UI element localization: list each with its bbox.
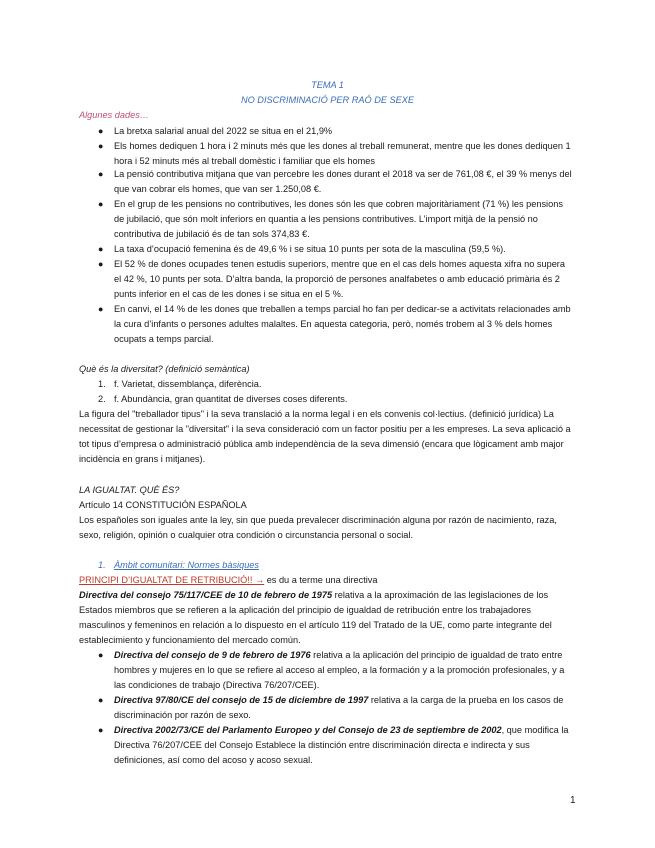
list-item: En el grup de les pensions no contributives, les dones són les que cobren majoritàriament (71 %) les pensions de jubilació, que són molt inferiors en quantia a les pensions contributives. L’import mitjà de la pensió no contributiva de jubilació és de tan sols 374,83 €. — [114, 199, 563, 239]
igualtat-heading: LA IGUALTAT. QUÈ ÉS? — [79, 485, 180, 495]
paragraph-directiva — [79, 588, 576, 648]
bullet-icon: ● — [98, 141, 104, 151]
directiva-text: , que modifica la Directiva 76/207/CEE del Consejo Establece la distinción entre discriminación directa e indirecta y sus definiciones, así como del acoso y acoso sexual. — [114, 725, 569, 765]
list-number: 2. — [98, 394, 106, 404]
list-item: La bretxa salarial anual del 2022 se situa en el 21,9% — [114, 126, 333, 136]
bullet-icon: ● — [98, 304, 104, 314]
ambit-heading: Àmbit comunitari: Normes bàsiques — [114, 560, 260, 570]
list-item — [114, 648, 574, 693]
list-item: La pensió contributiva mitjana que van percebre les dones durant el 2018 va ser de 761,08 €, el 39 % menys del que van cobrar els homes, que van ser 1.250,08 €. — [114, 169, 572, 194]
directiva-title: Directiva del consejo de 9 de febrero de 1976 — [114, 650, 311, 660]
list-item — [114, 693, 574, 723]
bullet-icon: ● — [98, 126, 104, 136]
list-item: En canvi, el 14 % de les dones que treballen a temps parcial ho fan per dedicar-se a activitats relacionades amb la cura d’infants o persones adultes malaltes. En aquesta categoria, però, només trobem al 3 % dels homes ocupats a temps parcial. — [114, 304, 571, 344]
bullet-icon: ● — [98, 725, 104, 735]
title-line-1: TEMA 1 — [311, 80, 344, 90]
algunes-dades-heading: Algunes dades… — [79, 110, 149, 120]
bullet-icon: ● — [98, 650, 104, 660]
list-item: La taxa d’ocupació femenina és de 49,6 % i se situa 10 punts per sota de la masculina (59,5 %). — [114, 244, 506, 254]
bullet-icon: ● — [98, 695, 104, 705]
bullet-icon: ● — [98, 169, 104, 179]
list-item: El 52 % de dones ocupades tenen estudis superiors, mentre que en el cas dels homes aquesta xifra no supera el 42 %, 10 punts per sota. D’altra banda, la proporció de persones analfabetes o amb educació primària és 2 punts inferior en el cas de les dones i se situa en el 5 %. — [114, 259, 565, 299]
list-item: Els homes dediquen 1 hora i 2 minuts més que les dones al treball remunerat, mentre que les dones dediquen 1 hora i 52 minuts més al treball domèstic i familiar que els homes — [114, 141, 571, 166]
directiva-text: relativa a la aproximación de las legislaciones de los Estados miembros que se refieren a la aplicación del principio de igualdad de retribución entre los trabajadores masculinos y femeninos en relación a lo dispuesto en el artículo 119 del Tratado de la UE, como parte integrante del establecimiento y funcionamiento del mercado común. — [79, 590, 552, 645]
directiva-title: Directiva 97/80/CE del consejo de 15 de diciembre de 1997 — [114, 695, 369, 705]
bullet-icon: ● — [98, 244, 104, 254]
directiva-text: relativa a la aplicación del principio de igualdad de trato entre hombres y mujeres en lo que se refiere al acceso al empleo, a la formación y a la promoción profesionales, y a las condiciones de trabajo (Directiva 76/207/CEE). — [114, 650, 565, 690]
list-item: f. Varietat, dissemblança, diferència. — [114, 379, 262, 389]
title-line-2: NO DISCRIMINACIÓ PER RAÓ DE SEXE — [240, 95, 415, 105]
bullet-icon: ● — [98, 199, 104, 209]
diversitat-heading: Què és la diversitat? (definició semàntica) — [79, 364, 250, 374]
directiva-title: Directiva del consejo 75/117/CEE de 10 de febrero de 1975 — [79, 590, 333, 600]
paragraph-diversitat: La figura del "treballador tipus" i la seva translació a la norma legal i en els convenis col·lectius. (definició jurídica) La necessitat de gestionar la "diversitat" i la seva consideració com un factor positiu per a les empreses. La seva aplicació a tot tipus d’empresa o administració pública amb independència de la seva dimensió (encara que lògicament amb major incidència en grans i mitjanes). — [79, 409, 571, 464]
directiva-title: Directiva 2002/73/CE del Parlamento Europeo y del Consejo de 23 de septiembre de 2002 — [114, 725, 502, 735]
principi-line — [79, 573, 576, 588]
principi-rest: es du a terme una directiva — [264, 575, 378, 585]
section-number: 1. — [98, 560, 106, 570]
list-item — [114, 723, 574, 768]
list-item: f. Abundància, gran quantitat de diverses coses diferents. — [114, 394, 348, 404]
articulo-line: Artículo 14 CONSTITUCIÓN ESPAÑOLA — [79, 500, 247, 510]
directiva-text: relativa a la carga de la prueba en los casos de discriminación por razón de sexo. — [114, 695, 564, 720]
paragraph-igualtat: Los españoles son iguales ante la ley, sin que pueda prevalecer discriminación alguna por razón de nacimiento, raza, sexo, religión, opinión o cualquier otra condición o circunstancia personal o social. — [79, 515, 557, 540]
principi-label: PRINCIPI D’IGUALTAT DE RETRIBUCIÓ!! → — [79, 575, 265, 585]
page-number: 1 — [570, 795, 576, 806]
bullet-icon: ● — [98, 259, 104, 269]
list-number: 1. — [98, 379, 106, 389]
